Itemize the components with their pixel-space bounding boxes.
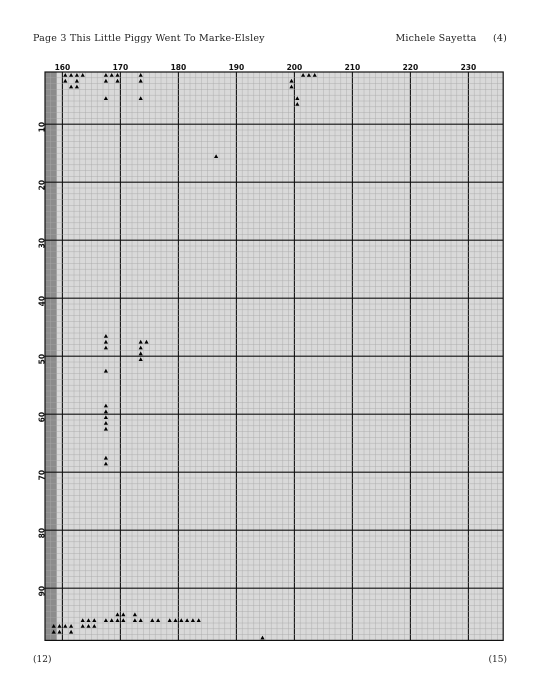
x-tick-label: 210 bbox=[344, 63, 361, 72]
page-ref-right: (15) bbox=[488, 655, 507, 665]
y-tick-label: 60 bbox=[37, 411, 47, 423]
x-tick-label: 160 bbox=[54, 63, 71, 72]
x-tick-label: 200 bbox=[286, 63, 303, 72]
x-tick-label: 220 bbox=[402, 63, 419, 72]
y-tick-label: 40 bbox=[37, 295, 47, 307]
page-ref-left: (12) bbox=[33, 655, 52, 665]
page-title: Page 3 This Little Piggy Went To Marke-Elsley bbox=[33, 33, 265, 44]
x-tick-label: 180 bbox=[170, 63, 187, 72]
y-tick-label: 90 bbox=[37, 585, 47, 597]
pattern-chart bbox=[33, 62, 507, 642]
y-tick-label: 20 bbox=[37, 179, 47, 191]
y-tick-label: 50 bbox=[37, 353, 47, 365]
y-tick-label: 10 bbox=[37, 121, 47, 133]
x-tick-label: 230 bbox=[460, 63, 477, 72]
y-tick-label: 30 bbox=[37, 237, 47, 249]
designer-name: Michele Sayetta bbox=[395, 33, 477, 44]
sheet-number: (4) bbox=[492, 33, 507, 44]
x-tick-label: 170 bbox=[112, 63, 129, 72]
designer-credit bbox=[396, 33, 508, 44]
y-tick-label: 70 bbox=[37, 469, 47, 481]
x-tick-label: 190 bbox=[228, 63, 245, 72]
y-tick-label: 80 bbox=[37, 527, 47, 539]
stitch-grid bbox=[33, 62, 507, 642]
